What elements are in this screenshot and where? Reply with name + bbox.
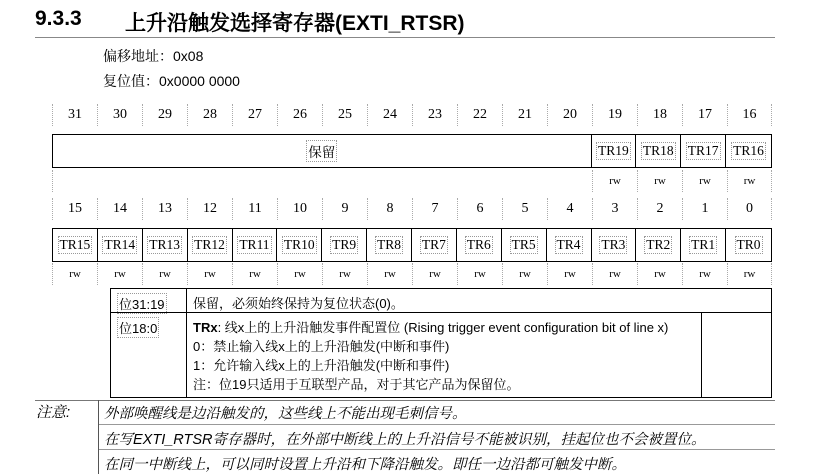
- register-field: [592, 135, 637, 167]
- field-label: TR6: [466, 237, 491, 252]
- register-field: [233, 229, 278, 261]
- register-field: [681, 229, 726, 261]
- desc-text-block: [193, 318, 763, 394]
- access-type: rw: [277, 263, 322, 285]
- register-field: [143, 229, 188, 261]
- access-type: rw: [412, 263, 457, 285]
- bit-number: 30: [97, 104, 142, 126]
- bit-number: 3: [592, 198, 637, 220]
- register-field: [636, 135, 681, 167]
- heading-rule: [35, 37, 775, 38]
- access-type: rw: [682, 263, 727, 285]
- desc-text: 保留，必须始终保持为复位状态(0)。: [193, 296, 404, 311]
- trx-note: 注：位19只适用于互联型产品，对于其它产品为保留位。: [193, 377, 520, 392]
- high-bit-numbers: [52, 104, 772, 126]
- desc-row-reserved: [111, 289, 771, 313]
- bit-number: 17: [682, 104, 727, 126]
- access-blank: [367, 170, 412, 192]
- bit-number: 11: [232, 198, 277, 220]
- note-rule-2: [99, 449, 775, 450]
- bit-number: 8: [367, 198, 412, 220]
- access-blank: [277, 170, 322, 192]
- access-blank: [412, 170, 457, 192]
- trx-value-1: 1：允许输入线x上的上升沿触发(中断和事件): [193, 358, 450, 373]
- field-label: TR12: [194, 237, 225, 252]
- bit-number: 23: [412, 104, 457, 126]
- access-blank: [502, 170, 547, 192]
- register-field: [457, 229, 502, 261]
- access-type: rw: [547, 263, 592, 285]
- field-label: TR3: [601, 237, 626, 252]
- register-field: [98, 229, 143, 261]
- low-register-row: [52, 228, 772, 262]
- note-line-3: 在同一中断线上，可以同时设置上升沿和下降沿触发。即任一边沿都可触发中断。: [104, 457, 626, 473]
- access-type: rw: [637, 170, 682, 192]
- bit-number: 7: [412, 198, 457, 220]
- bit-number: 10: [277, 198, 322, 220]
- field-label: TR15: [59, 237, 91, 252]
- register-field: [322, 229, 367, 261]
- field-label: TR1: [691, 237, 716, 252]
- bit-number: 6: [457, 198, 502, 220]
- access-type: rw: [52, 263, 97, 285]
- bit-number: 16: [727, 104, 772, 126]
- trx-name: TRx: [193, 320, 218, 335]
- field-label: TR19: [598, 143, 629, 158]
- field-label: TR11: [239, 237, 270, 252]
- field-label: TR2: [646, 237, 671, 252]
- register-field: [636, 229, 681, 261]
- trx-summary: : 线x上的上升沿触发事件配置位 (Rising trigger event configuration bit of line x): [217, 320, 669, 335]
- access-blank: [322, 170, 367, 192]
- bit-number: 5: [502, 198, 547, 220]
- access-type: rw: [637, 263, 682, 285]
- bit-number: 21: [502, 104, 547, 126]
- access-type: rw: [97, 263, 142, 285]
- bit-number: 22: [457, 104, 502, 126]
- reserved-label: 保留: [306, 140, 337, 162]
- access-blank: [52, 170, 97, 192]
- note-rule-1: [99, 424, 775, 425]
- high-access-row: [52, 170, 772, 192]
- access-blank: [547, 170, 592, 192]
- register-field: [726, 229, 771, 261]
- access-blank: [142, 170, 187, 192]
- access-type: rw: [187, 263, 232, 285]
- note-line-2: 在写EXTI_RTSR寄存器时，在外部中断线上的上升沿信号不能被识别，挂起位也不会被置位。: [104, 432, 706, 448]
- field-label: TR7: [421, 237, 446, 252]
- field-label: TR13: [149, 237, 181, 252]
- access-type: rw: [232, 263, 277, 285]
- access-type: rw: [592, 170, 637, 192]
- access-type: rw: [367, 263, 412, 285]
- access-type: rw: [727, 263, 772, 285]
- field-label: TR4: [556, 237, 581, 252]
- high-register-row: [52, 134, 772, 168]
- register-field: [367, 229, 412, 261]
- bit-number: 0: [727, 198, 772, 220]
- field-label: TR16: [733, 143, 764, 158]
- bit-number: 14: [97, 198, 142, 220]
- bit-number: 9: [322, 198, 367, 220]
- access-type: rw: [457, 263, 502, 285]
- register-field: [502, 229, 547, 261]
- reset-value: 复位值：0x0000 0000: [103, 73, 240, 89]
- bit-number: 24: [367, 104, 412, 126]
- low-access-row: [52, 263, 772, 285]
- low-bit-numbers: [52, 198, 772, 220]
- bit-number: 18: [637, 104, 682, 126]
- note-line-1: 外部唤醒线是边沿触发的，这些线上不能出现毛刺信号。: [104, 406, 467, 422]
- access-type: rw: [142, 263, 187, 285]
- register-field: [412, 229, 457, 261]
- bit-number: 4: [547, 198, 592, 220]
- desc-row-trx: [111, 313, 771, 398]
- trx-summary-line: [193, 318, 763, 337]
- register-field: [681, 135, 726, 167]
- section-number: 9.3.3: [35, 7, 82, 30]
- field-label: TR14: [104, 237, 136, 252]
- desc-bits: 位18:0: [117, 317, 159, 338]
- bit-number: 27: [232, 104, 277, 126]
- desc-bits: 位31:19: [117, 293, 167, 314]
- field-label: TR18: [642, 143, 674, 158]
- register-field: [277, 229, 322, 261]
- access-blank: [187, 170, 232, 192]
- register-field: [592, 229, 637, 261]
- register-field: [53, 229, 98, 261]
- reserved-field: [53, 135, 592, 167]
- access-type: rw: [727, 170, 772, 192]
- desc-separator: [701, 313, 702, 398]
- desc-bits-cell: [111, 313, 187, 398]
- register-field: [726, 135, 771, 167]
- field-label: TR17: [687, 143, 719, 158]
- field-label: TR9: [332, 237, 357, 252]
- bit-number: 20: [547, 104, 592, 126]
- access-type: rw: [682, 170, 727, 192]
- bit-number: 26: [277, 104, 322, 126]
- field-label: TR0: [736, 237, 761, 252]
- bit-number: 12: [187, 198, 232, 220]
- bit-number: 1: [682, 198, 727, 220]
- register-field: [547, 229, 592, 261]
- field-label: TR10: [283, 237, 315, 252]
- note-label: 注意:: [36, 404, 71, 421]
- trx-value-0: 0：禁止输入线x上的上升沿触发(中断和事件): [193, 339, 450, 354]
- bit-number: 28: [187, 104, 232, 126]
- bit-number: 13: [142, 198, 187, 220]
- bit-number: 29: [142, 104, 187, 126]
- bit-description-table: [110, 288, 772, 398]
- desc-bits-cell: [111, 289, 187, 312]
- bit-number: 19: [592, 104, 637, 126]
- bit-number: 2: [637, 198, 682, 220]
- access-blank: [232, 170, 277, 192]
- bit-number: 15: [52, 198, 97, 220]
- bit-number: 25: [322, 104, 367, 126]
- access-blank: [97, 170, 142, 192]
- access-type: rw: [592, 263, 637, 285]
- field-label: TR8: [377, 237, 402, 252]
- section-title: 上升沿触发选择寄存器(EXTI_RTSR): [125, 12, 465, 35]
- access-blank: [457, 170, 502, 192]
- access-type: rw: [322, 263, 367, 285]
- access-type: rw: [502, 263, 547, 285]
- field-label: TR5: [511, 237, 536, 252]
- offset-address: 偏移地址：0x08: [103, 48, 204, 64]
- register-field: [188, 229, 233, 261]
- bit-number: 31: [52, 104, 97, 126]
